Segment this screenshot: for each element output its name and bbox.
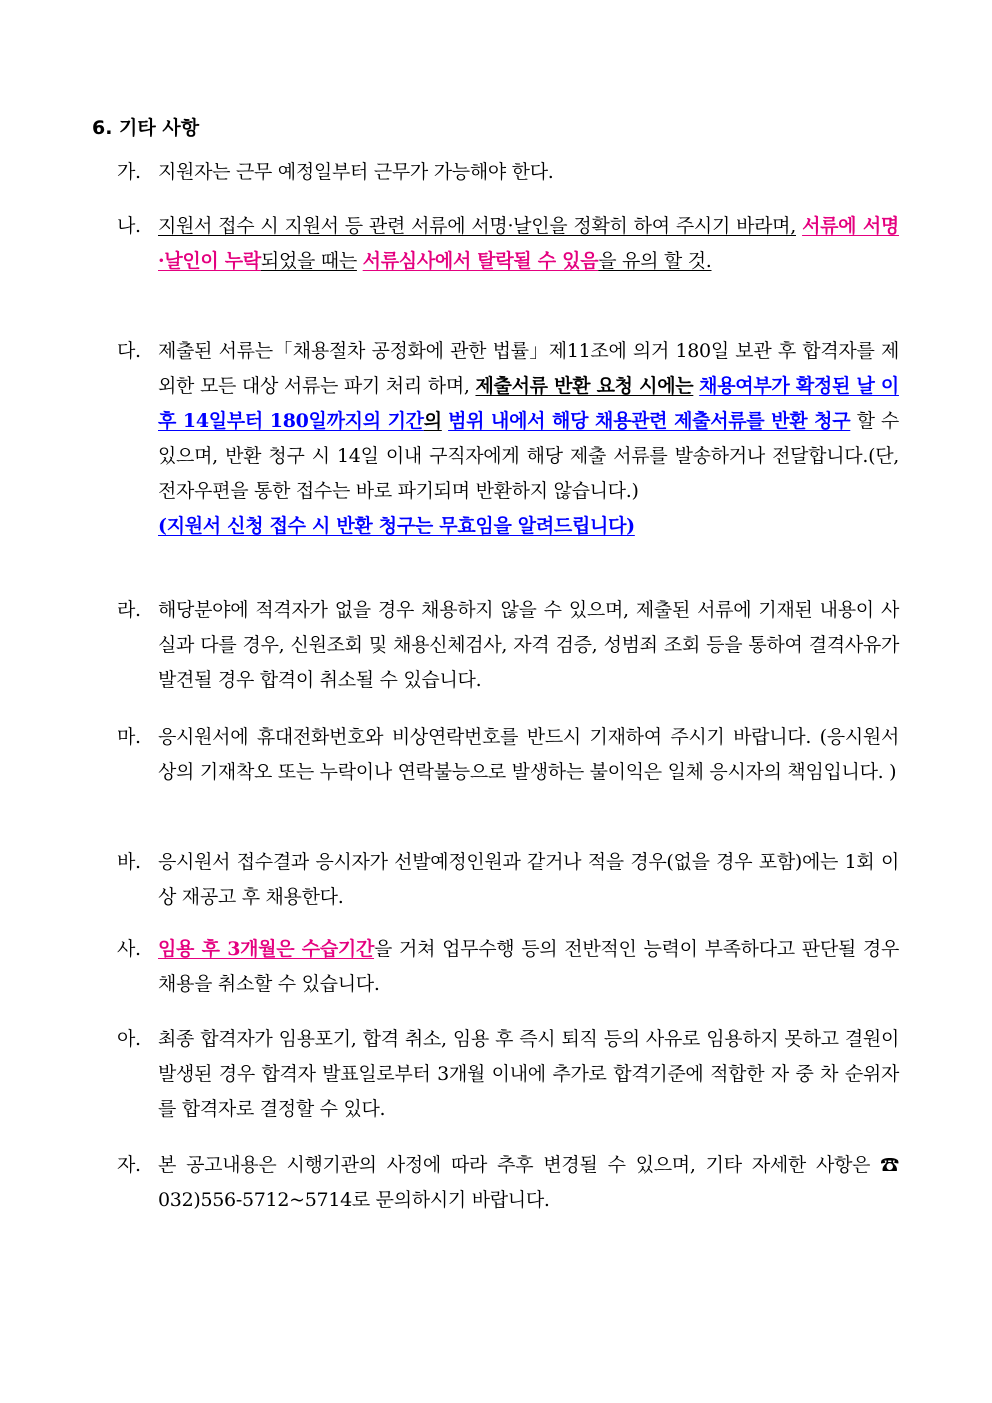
item-body: [158, 334, 899, 544]
item-marker: 라.: [117, 599, 141, 621]
connector-text: 되었을 때는: [260, 250, 357, 272]
item-body: [158, 1022, 899, 1127]
item-text: 지원자는 근무 예정일부터 근무가 가능해야 한다.: [158, 161, 554, 183]
return-request-label: 제출서류 반환 요청 시에는: [475, 375, 694, 397]
retention-text: 제출된 서류는「채용절차 공정화에 관한 법률」제11조에 의거 180일 보관 후 합격자를 제외한 모든 대상 서류는 파기 처리 하며,: [158, 340, 899, 397]
online-application-note: (지원서 신청 접수 시 반환 청구는 무효임을 알려드립니다): [158, 515, 635, 537]
item-na: [117, 209, 899, 279]
item-marker: 사.: [117, 938, 141, 960]
item-text: 본 공고내용은 시행기관의 사정에 따라 추후 변경될 수 있으며, 기타 자세한 사항은: [158, 1154, 871, 1176]
item-ra: [117, 593, 899, 698]
item-marker: 마.: [117, 726, 141, 748]
item-marker: 나.: [117, 215, 141, 237]
caution-text: 을 유의 할 것.: [598, 250, 712, 272]
item-ga: [117, 155, 899, 190]
item-ma: [117, 720, 899, 790]
item-marker: 다.: [117, 340, 141, 362]
signature-notice-text: 지원서 접수 시 지원서 등 관련 서류에 서명·날인을 정확히 하여 주시기 바라며,: [158, 215, 796, 237]
item-body: [158, 593, 899, 698]
item-a: [117, 1022, 899, 1127]
item-text: 응시원서에 휴대전화번호와 비상연락번호를 반드시 기재하여 주시기 바랍니다. (응시원서 상의 기재착오 또는 누락이나 연락불능으로 발생하는 불이익은 일체 응시자의 책임입니다. ): [158, 726, 899, 783]
item-body: [158, 209, 899, 279]
item-ba: [117, 845, 899, 915]
item-text: 해당분야에 적격자가 없을 경우 채용하지 않을 수 있으며, 제출된 서류에 기재된 내용이 사실과 다를 경우, 신원조회 및 채용신체검사, 자격 검증, 성범죄 조회 등을 통하여 결격사유가 발견될 경우 합격이 취소될 수 있습니다.: [158, 599, 899, 691]
item-body: [158, 1148, 899, 1218]
item-text: 을 거쳐 업무수행 등의 전반적인 능력이 부족하다고 판단될 경우 채용을 취소할 수 있습니다.: [158, 938, 900, 995]
return-scope-text: 범위 내에서 해당 채용관련 제출서류를 반환 청구: [448, 410, 851, 432]
section-title: 6. 기타 사항: [92, 117, 200, 139]
missing-signature-warning: 서류에 서명·날인이 누락: [158, 215, 899, 272]
phone-icon: ☎: [880, 1154, 899, 1176]
connector-text: 의: [423, 410, 442, 432]
item-text: 최종 합격자가 임용포기, 합격 취소, 임용 후 즉시 퇴직 등의 사유로 임용하지 못하고 결원이 발생된 경우 합격자 발표일로부터 3개월 이내에 추가로 합격기준에 적합한 자 중 차 순위자를 합격자로 결정할 수 있다.: [158, 1028, 900, 1120]
phone-number-text: 032)556-5712~5714로 문의하시기 바랍니다.: [158, 1189, 550, 1211]
item-body: [158, 932, 899, 1002]
item-marker: 바.: [117, 851, 141, 873]
return-period-text: 채용여부가 확정된 날 이후 14일부터 180일까지의 기간: [158, 375, 899, 432]
item-body: [158, 845, 899, 915]
item-text: 응시원서 접수결과 응시자가 선발예정인원과 같거나 적을 경우(없을 경우 포함)에는 1회 이상 재공고 후 채용한다.: [158, 851, 899, 908]
item-body: [158, 720, 899, 790]
disqualification-warning: 서류심사에서 탈락될 수 있음: [362, 250, 599, 272]
item-sa: [117, 932, 899, 1002]
item-marker: 자.: [117, 1154, 141, 1176]
item-marker: 가.: [117, 161, 141, 183]
item-marker: 아.: [117, 1028, 141, 1050]
item-ja: [117, 1148, 899, 1218]
return-process-text: 할 수 있으며, 반환 청구 시 14일 이내 구직자에게 해당 제출 서류를 발송하거나 전달합니다.(단, 전자우편을 통한 접수는 바로 파기되며 반환하지 않습니다.): [158, 410, 899, 502]
item-body: [158, 155, 899, 190]
probation-period-text: 임용 후 3개월은 수습기간: [158, 938, 375, 960]
item-da: [117, 334, 899, 544]
